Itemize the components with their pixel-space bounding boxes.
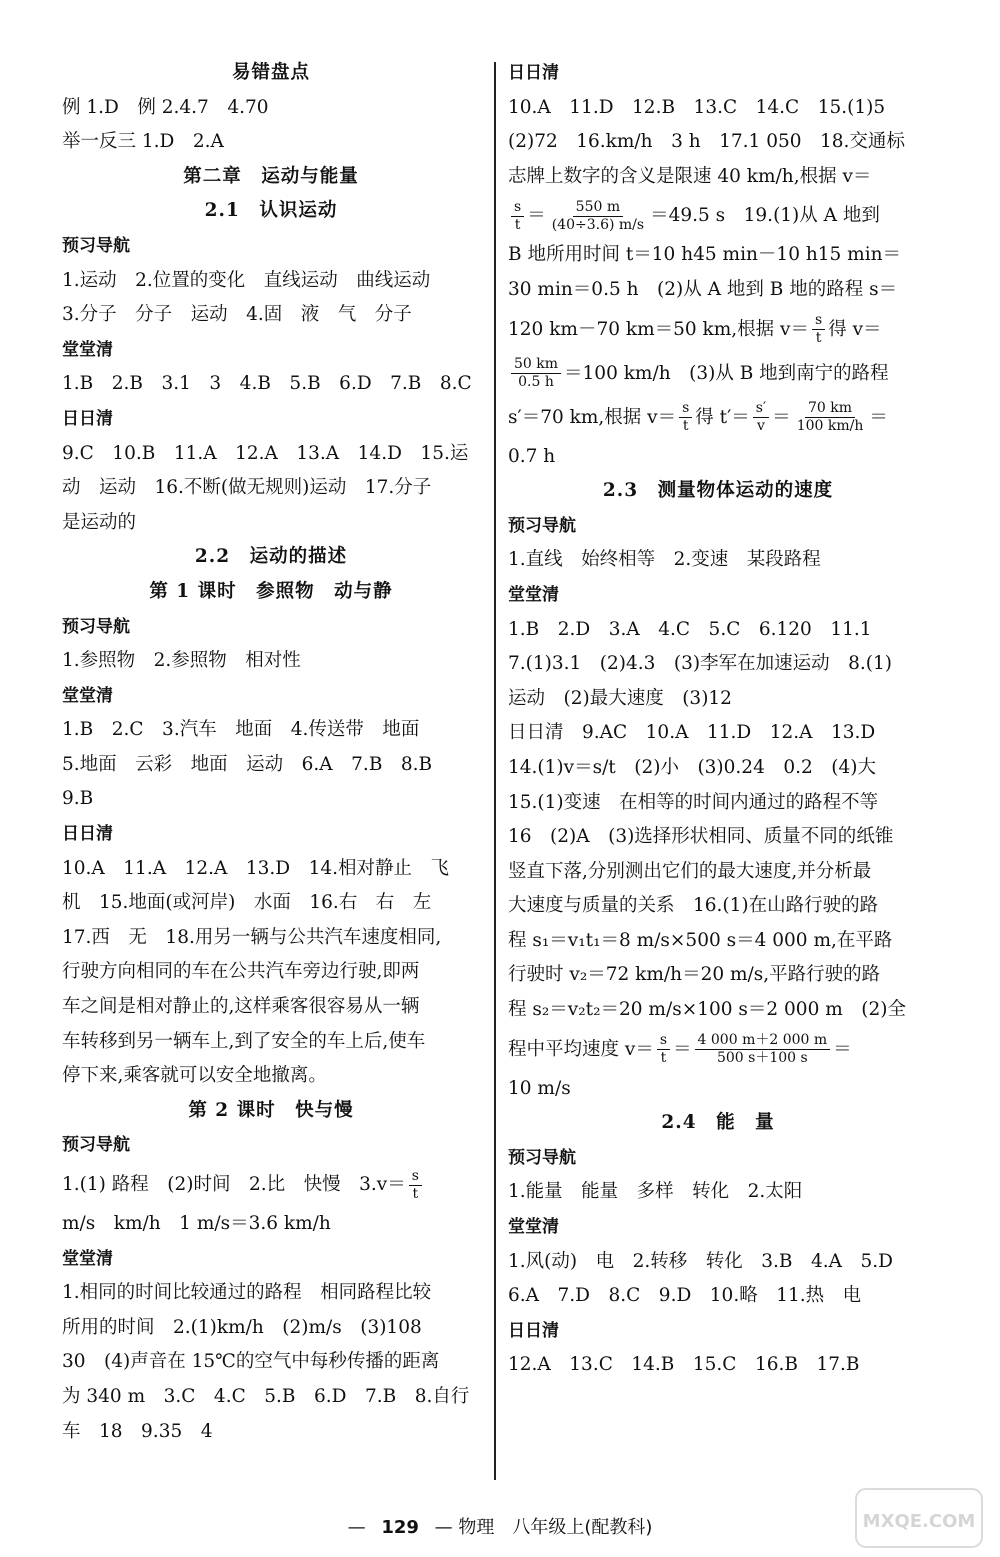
answer-line: 5.地面 云彩 地面 运动 6.A 7.B 8.B [62, 753, 433, 775]
answer-line [508, 194, 928, 238]
fraction [679, 400, 692, 435]
answer-line: 机 15.地面(或河岸) 水面 16.右 右 左 [62, 892, 432, 914]
answer-line: 0.7 h [508, 445, 556, 467]
answer-line: 是运动的 [62, 511, 137, 533]
answer-line [62, 1163, 480, 1207]
answer-line: 1.风(动) 电 2.转移 转化 3.B 4.A 5.D [508, 1250, 893, 1272]
fraction [753, 400, 769, 435]
fraction [511, 356, 561, 391]
answer-line: 9.C 10.B 11.A 12.A 13.A 14.D 15.运 [62, 442, 469, 464]
answer-line: 17.西 无 18.用另一辆与公共汽车速度相同, [62, 926, 442, 948]
text: 程中平均速度 v＝ [508, 1038, 654, 1060]
fraction [812, 312, 825, 347]
fraction-numerator: 4 000 m＋2 000 m [695, 1032, 831, 1050]
answer-line: 16 (2)A (3)选择形状相同、质量不同的纸锥 [508, 826, 894, 848]
text: ＝ [833, 1038, 852, 1060]
subheading: 堂堂清 [62, 685, 113, 706]
footer-dash: — [434, 1517, 453, 1538]
page-footer [0, 1513, 1000, 1539]
fraction-numerator: s [657, 1032, 670, 1050]
text: 得 t′＝ [695, 406, 750, 428]
answer-line: 举一反三 1.D 2.A [62, 131, 224, 153]
fraction-denominator: t [815, 330, 822, 347]
watermark-logo [854, 1487, 984, 1549]
fraction [695, 1032, 831, 1067]
subheading: 堂堂清 [508, 1217, 559, 1238]
answer-line: 30 (4)声音在 15℃的空气中每秒传播的距离 [62, 1351, 440, 1373]
section-title: 2.4 能 量 [661, 1112, 775, 1134]
answer-line: 竖直下落,分别测出它们的最大速度,并分析最 [508, 860, 872, 882]
answer-line: 10 m/s [508, 1077, 571, 1099]
chapter-title: 第二章 运动与能量 [183, 165, 359, 187]
subheading: 预习导航 [62, 616, 130, 637]
fraction-denominator: t [514, 216, 521, 233]
answer-line [508, 352, 928, 396]
text: ＝ [527, 205, 546, 227]
fraction-denominator: t [412, 1185, 419, 1202]
answer-line: 1.B 2.D 3.A 4.C 5.C 6.120 11.1 [508, 618, 872, 640]
fraction [657, 1032, 670, 1067]
fraction-numerator: 50 km [511, 356, 561, 374]
fraction-numerator: s [812, 312, 825, 330]
answer-line: 1.相同的时间比较通过的路程 相同路程比较 [62, 1282, 432, 1304]
answer-line: 行驶方向相同的车在公共汽车旁边行驶,即两 [62, 961, 420, 983]
answer-line [508, 396, 928, 440]
fraction-denominator: 0.5 h [518, 374, 554, 391]
section-heading: 易错盘点 [231, 62, 310, 83]
fraction [794, 400, 867, 435]
answer-line: 车之间是相对静止的,这样乘客很容易从一辆 [62, 996, 420, 1018]
subheading: 堂堂清 [508, 584, 559, 605]
left-column [62, 56, 480, 1449]
answer-line: 动 运动 16.不断(做无规则)运动 17.分子 [62, 477, 432, 499]
answer-line: 为 340 m 3.C 4.C 5.B 6.D 7.B 8.自行 [62, 1385, 470, 1407]
section-title: 2.2 运动的描述 [194, 546, 348, 568]
answer-line [508, 308, 928, 352]
fraction-numerator: 70 km [805, 400, 855, 418]
fraction-denominator: 500 s＋100 s [716, 1050, 808, 1067]
answer-line: 7.(1)3.1 (2)4.3 (3)李军在加速运动 8.(1) [508, 653, 892, 675]
lesson-title: 第 1 课时 参照物 动与静 [149, 580, 393, 602]
answer-line: 1.运动 2.位置的变化 直线运动 曲线运动 [62, 269, 431, 291]
text: 1.(1) 路程 (2)时间 2.比 快慢 3.v＝ [62, 1174, 406, 1195]
subheading: 堂堂清 [62, 339, 113, 360]
answer-line: 3.分子 分子 运动 4.固 液 气 分子 [62, 304, 412, 326]
lesson-title: 第 2 课时 快与慢 [188, 1099, 354, 1121]
answer-line: 日日清 9.AC 10.A 11.D 12.A 13.D [508, 722, 876, 744]
section-title: 2.1 认识运动 [204, 200, 338, 222]
fraction-numerator: 550 m [573, 199, 623, 217]
subheading: 日日清 [62, 824, 113, 845]
text: ＝100 km/h (3)从 B 地到南宁的路程 [564, 362, 889, 384]
footer-dash: — [347, 1517, 366, 1538]
answer-line: 程 s₂＝v₂t₂＝20 m/s×100 s＝2 000 m (2)全 [508, 999, 906, 1021]
subheading: 预习导航 [508, 1147, 576, 1168]
text: s′＝70 km,根据 v＝ [508, 406, 677, 428]
fraction-numerator: s′ [753, 400, 769, 418]
answer-line: 停下来,乘客就可以安全地撤离。 [62, 1065, 327, 1087]
right-column [508, 56, 928, 1383]
answer-line: 车转移到另一辆车上,到了安全的车上后,使车 [62, 1030, 426, 1052]
column-divider [494, 62, 496, 1480]
subheading: 预习导航 [508, 515, 576, 536]
fraction-denominator: (40÷3.6) m/s [551, 216, 645, 233]
text: ＝ [673, 1038, 692, 1060]
answer-line [508, 1028, 928, 1072]
answer-line: 程 s₁＝v₁t₁＝8 m/s×500 s＝4 000 m,在平路 [508, 929, 893, 951]
answer-line: 例 1.D 例 2.4.7 4.70 [62, 96, 269, 118]
answer-line: 6.A 7.D 8.C 9.D 10.略 11.热 电 [508, 1285, 862, 1307]
answer-line: 10.A 11.D 12.B 13.C 14.C 15.(1)5 [508, 96, 886, 118]
answer-line: 车 18 9.35 4 [62, 1420, 213, 1442]
subheading: 堂堂清 [62, 1248, 113, 1269]
svg-text:MXQE.COM: MXQE.COM [862, 1511, 976, 1532]
fraction-denominator: t [660, 1050, 667, 1067]
text: ＝ [772, 406, 791, 428]
page-number: 129 [381, 1517, 419, 1538]
fraction-denominator: 100 km/h [796, 418, 864, 435]
answer-line: 运动 (2)最大速度 (3)12 [508, 687, 732, 709]
answer-line: 14.(1)v＝s/t (2)小 (3)0.24 0.2 (4)大 [508, 756, 876, 778]
answer-line: 所用的时间 2.(1)km/h (2)m/s (3)108 [62, 1316, 422, 1338]
section-title: 2.3 测量物体运动的速度 [602, 480, 834, 502]
answer-line: 15.(1)变速 在相等的时间内通过的路程不等 [508, 791, 879, 813]
subheading: 日日清 [508, 1320, 559, 1341]
fraction-numerator: s [511, 199, 524, 217]
answer-line: 志牌上数字的含义是限速 40 km/h,根据 v＝ [508, 165, 872, 187]
fraction [409, 1168, 422, 1203]
answer-line: B 地所用时间 t＝10 h45 min－10 h15 min＝ [508, 244, 902, 266]
answer-line: (2)72 16.km/h 3 h 17.1 050 18.交通标 [508, 131, 905, 153]
answer-line: 12.A 13.C 14.B 15.C 16.B 17.B [508, 1354, 860, 1376]
answer-line: 10.A 11.A 12.A 13.D 14.相对静止 飞 [62, 857, 450, 879]
answer-line: 1.B 2.C 3.汽车 地面 4.传送带 地面 [62, 719, 420, 741]
fraction-numerator: s [679, 400, 692, 418]
answer-line: 1.B 2.B 3.1 3 4.B 5.B 6.D 7.B 8.C [62, 373, 472, 395]
text: 120 km－70 km＝50 km,根据 v＝ [508, 318, 810, 340]
answer-line: 行驶时 v₂＝72 km/h＝20 m/s,平路行驶的路 [508, 964, 881, 986]
subheading: 预习导航 [62, 235, 130, 256]
fraction [511, 199, 524, 234]
fraction-denominator: t [682, 418, 689, 435]
subheading: 日日清 [508, 63, 559, 83]
subheading: 日日清 [62, 408, 113, 429]
answer-line: 大速度与质量的关系 16.(1)在山路行驶的路 [508, 895, 879, 917]
subheading: 预习导航 [62, 1135, 130, 1156]
fraction-denominator: v [757, 418, 765, 435]
answer-line: 1.直线 始终相等 2.变速 某段路程 [508, 549, 821, 571]
fraction [549, 199, 647, 234]
text: ＝ [869, 406, 888, 428]
footer-subject: 物理 八年级上(配教科) [458, 1517, 653, 1538]
answer-line: 1.参照物 2.参照物 相对性 [62, 650, 301, 672]
answer-line: 30 min＝0.5 h (2)从 A 地到 B 地的路程 s＝ [508, 278, 898, 300]
answer-line: m/s km/h 1 m/s＝3.6 km/h [62, 1213, 331, 1234]
fraction-numerator: s [409, 1168, 422, 1186]
answer-line: 1.能量 能量 多样 转化 2.太阳 [508, 1181, 803, 1203]
answer-line: 9.B [62, 788, 94, 810]
text: ＝49.5 s 19.(1)从 A 地到 [650, 205, 880, 227]
text: 得 v＝ [828, 318, 882, 340]
